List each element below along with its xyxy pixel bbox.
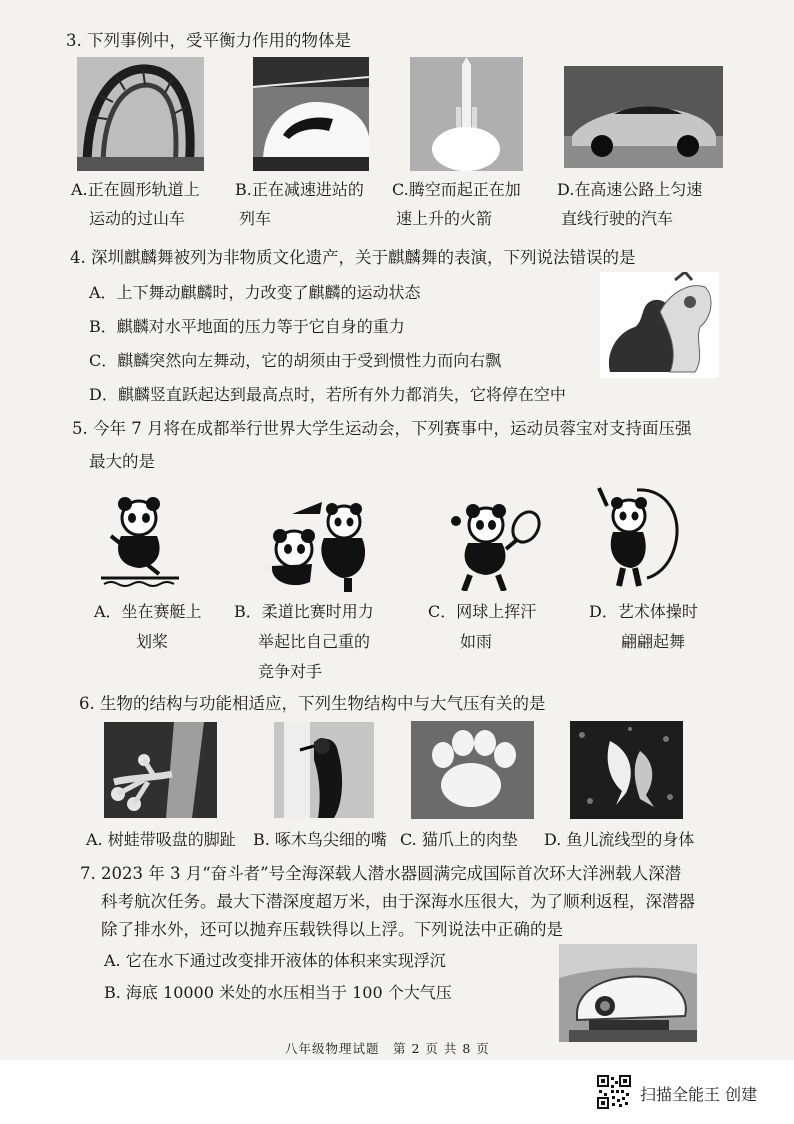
q5-option-d: D．艺术体操时 翩翩起舞 (589, 602, 698, 651)
q4-option-c: C．麒麟突然向左舞动，它的胡须由于受到惯性力而向右飘 (89, 351, 502, 370)
q5-stem-line2: 最大的是 (89, 452, 155, 471)
q4-option-b: B．麒麟对水平地面的压力等于它自身的重力 (89, 317, 405, 336)
q4-option-a: A．上下舞动麒麟时，力改变了麒麟的运动状态 (89, 283, 421, 302)
q5-stem-line1: 5. 今年 7 月将在成都举行世界大学生运动会，下列赛事中，运动员蓉宝对支持面压强 (72, 419, 692, 438)
q7-option-b: B. 海底 10000 米处的水压相当于 100 个大气压 (104, 983, 452, 1002)
q6-option-c: C. 猫爪上的肉垫 (400, 830, 518, 849)
q5-option-c: C．网球上挥汗 如雨 (428, 602, 537, 651)
q3-image-car (564, 66, 723, 168)
q3-image-rocket (410, 57, 523, 171)
q6-image-fish (570, 721, 683, 819)
q3-option-d: D.在高速公路上匀速 直线行驶的汽车 (557, 180, 703, 228)
q5-image-panda-judo (262, 494, 374, 594)
q6-option-b: B. 啄木鸟尖细的嘴 (253, 830, 387, 849)
q3-image-roller-coaster (77, 57, 204, 171)
q7-stem-line2: 科考航次任务。最大下潜深度超万米，由于深海水压很大，为了顺利返程，深潜器 (101, 892, 695, 911)
q7-image-submersible (559, 944, 697, 1042)
q3-option-a: A.正在圆形轨道上 运动的过山车 (71, 180, 200, 228)
q4-image-qilin-dance (600, 272, 719, 378)
q3-option-b: B.正在减速进站的 列车 (235, 180, 364, 228)
q6-stem: 6. 生物的结构与功能相适应，下列生物结构中与大气压有关的是 (79, 694, 546, 713)
q7-stem-line3: 除了排水外，还可以抛弃压载铁得以上浮。下列说法中正确的是 (101, 920, 563, 939)
q5-image-panda-rowing (99, 496, 181, 591)
q3-option-c: C.腾空而起正在加 速上升的火箭 (392, 180, 521, 228)
q4-stem: 4. 深圳麒麟舞被列为非物质文化遗产，关于麒麟舞的表演，下列说法错误的是 (70, 248, 636, 267)
q7-stem-line1: 7. 2023 年 3 月“奋斗者”号全海深载人潜水器圆满完成国际首次环大洋洲载人深潜 (80, 864, 682, 883)
q3-stem: 3. 下列事例中，受平衡力作用的物体是 (66, 31, 351, 50)
q6-image-cat-paw (411, 721, 534, 819)
q5-option-a: A．坐在赛艇上 划桨 (94, 602, 202, 651)
q4-option-d: D．麒麟竖直跃起达到最高点时，若所有外力都消失，它将停在空中 (89, 385, 566, 404)
q5-image-panda-gymnastics (597, 486, 683, 588)
q3-image-train (253, 57, 369, 171)
q6-option-d: D. 鱼儿流线型的身体 (544, 830, 695, 849)
q7-option-a: A. 它在水下通过改变排开液体的体积来实现浮沉 (104, 951, 446, 970)
q6-image-woodpecker (274, 722, 374, 818)
page-footer: 八年级物理试题 第 2 页 共 8 页 (285, 1041, 490, 1056)
qr-code-icon (597, 1075, 631, 1109)
q6-option-a: A. 树蛙带吸盘的脚趾 (86, 830, 236, 849)
watermark-text: 扫描全能王 创建 (640, 1085, 758, 1104)
q5-option-b: B．柔道比赛时用力 举起比自己重的 竞争对手 (234, 602, 374, 681)
q5-image-panda-tennis (442, 503, 546, 591)
q6-image-tree-frog (104, 722, 217, 818)
